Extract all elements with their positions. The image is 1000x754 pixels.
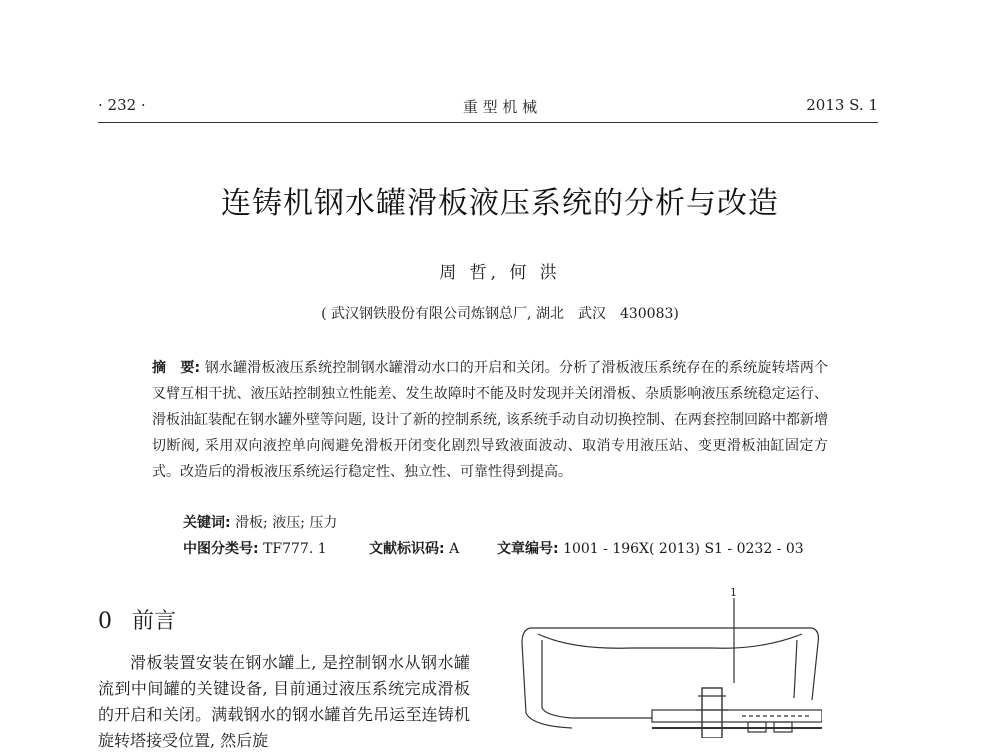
section-number: 0 — [98, 609, 112, 634]
keywords — [183, 512, 337, 532]
doc-label: 文献标识码: — [369, 541, 445, 557]
ladle-inner-left — [542, 640, 572, 718]
page-number: · 232 · — [98, 96, 146, 114]
clc-number — [183, 538, 327, 558]
affiliation: ( 武汉钢铁股份有限公司炼钢总厂, 湖北 武汉 430083) — [321, 306, 679, 322]
body-paragraph: 滑板装置安装在钢水罐上, 是控制钢水从钢水罐流到中间罐的关键设备, 目前通过液压系统完成滑板的开启和关闭。满载钢水的钢水罐首先吊运至连铸机旋转塔接受位置, 然后旋 — [98, 653, 470, 750]
abstract-label: 摘 要: — [152, 360, 201, 376]
slide-gate-plate — [652, 710, 822, 722]
abstract — [152, 355, 828, 485]
header-rule — [98, 122, 878, 123]
ladle-inner-right — [794, 640, 797, 698]
keywords-text: 滑板; 液压; 压力 — [235, 515, 338, 531]
keywords-label: 关键词: — [183, 515, 231, 531]
article-number-label: 文章编号: — [497, 541, 559, 557]
article-number-value: 1001 - 196X( 2013) S1 - 0232 - 03 — [563, 541, 804, 557]
clc-label: 中图分类号: — [183, 541, 259, 557]
clc-value: TF777. 1 — [263, 541, 327, 557]
doc-value: A — [449, 541, 460, 557]
doc-code — [369, 538, 459, 558]
article-title: 连铸机钢水罐滑板液压系统的分析与改造 — [221, 186, 779, 221]
section-title: 前言 — [132, 609, 177, 634]
article-number — [497, 538, 804, 558]
ladle-figure — [512, 588, 822, 738]
issue-label: 2013 S. 1 — [806, 96, 878, 114]
authors: 周 哲, 何 洪 — [439, 263, 561, 283]
ladle-right-wall — [812, 628, 818, 700]
ladle-inner-curve — [538, 634, 802, 648]
body-text — [98, 650, 470, 754]
abstract-text: 钢水罐滑板液压系统控制钢水罐滑动水口的开启和关闭。分析了滑板液压系统存在的系统旋转塔两个叉臂互相干扰、液压站控制独立性能差、发生故障时不能及时发现并关闭滑板、杂质影响液压系统稳定运行、滑板油缸装配在钢水罐外壁等问题, 设计了新的控制系统, 该系统手动自动切换控制、在两套控制回路中都新增切断阀, 采用双向液控单向阀避免滑板开闭变化剧烈导致液面波动、取消专用液压站、变更滑板油缸固定方式。改造后的滑板液压系统运行稳定性、独立性、可靠性得到提高。 — [152, 360, 828, 480]
section-heading — [98, 604, 176, 635]
journal-name: 重 型 机 械 — [462, 98, 538, 116]
figure-callout-1: 1 — [730, 588, 737, 599]
